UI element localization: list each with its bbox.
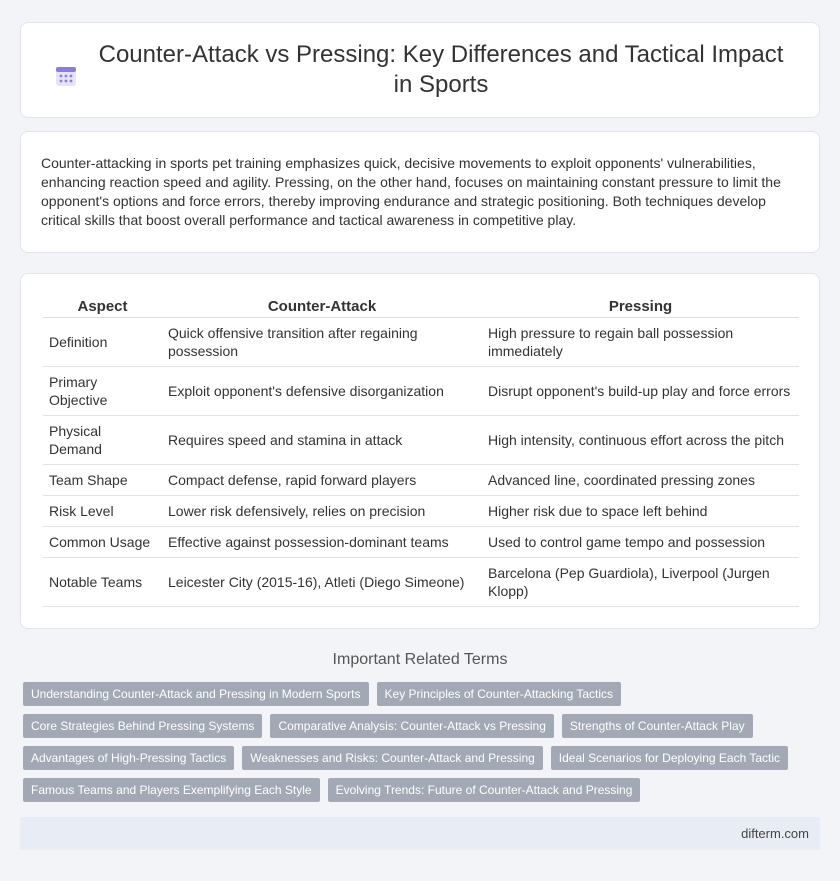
counter-attack-cell: Exploit opponent's defensive disorganization	[162, 367, 482, 416]
comparison-table-card	[20, 273, 820, 629]
related-term-link[interactable]: Weaknesses and Risks: Counter-Attack and Pressing	[242, 746, 543, 770]
related-term-link[interactable]: Comparative Analysis: Counter-Attack vs Pressing	[270, 714, 553, 738]
tag-row	[23, 714, 823, 738]
table-header-row	[43, 294, 799, 318]
aspect-cell: Team Shape	[43, 465, 162, 496]
aspect-cell: Primary Objective	[43, 367, 162, 416]
tag-row	[23, 746, 823, 770]
related-term-link[interactable]: Ideal Scenarios for Deploying Each Tactic	[551, 746, 788, 770]
counter-attack-cell: Leicester City (2015-16), Atleti (Diego Simeone)	[162, 558, 482, 607]
counter-attack-cell: Requires speed and stamina in attack	[162, 416, 482, 465]
related-term-link[interactable]: Understanding Counter-Attack and Pressing in Modern Sports	[23, 682, 369, 706]
footer-site-link[interactable]: difterm.com	[741, 826, 809, 841]
title-wrap	[54, 40, 786, 100]
pressing-cell: Barcelona (Pep Guardiola), Liverpool (Jurgen Klopp)	[482, 558, 799, 607]
intro-text: Counter-attacking in sports pet training emphasizes quick, decisive movements to exploit opponents' vulnerabilities, enhancing reaction speed and agility. Pressing, on the other hand, focuses on maintaining constant pressure to limit the opponent's options and force errors, thereby improving endurance and strategic positioning. Both techniques develop critical skills that boost overall performance and tactical awareness in competitive play.	[41, 155, 781, 228]
tag-row	[23, 778, 823, 802]
title-card	[20, 22, 820, 118]
pressing-cell: Used to control game tempo and possession	[482, 527, 799, 558]
table-row	[43, 558, 799, 607]
counter-attack-cell: Lower risk defensively, relies on precision	[162, 496, 482, 527]
comparison-table	[43, 294, 799, 607]
tag-row	[23, 682, 823, 706]
related-term-link[interactable]: Core Strategies Behind Pressing Systems	[23, 714, 262, 738]
related-term-link[interactable]: Strengths of Counter-Attack Play	[562, 714, 753, 738]
calendar-grid-icon	[54, 64, 78, 88]
aspect-cell: Common Usage	[43, 527, 162, 558]
aspect-cell: Risk Level	[43, 496, 162, 527]
column-header-counter-attack: Counter-Attack	[162, 294, 482, 318]
table-row	[43, 416, 799, 465]
related-term-link[interactable]: Key Principles of Counter-Attacking Tactics	[377, 682, 622, 706]
page-title: Counter-Attack vs Pressing: Key Differences and Tactical Impact in Sports	[98, 41, 784, 98]
pressing-cell: Higher risk due to space left behind	[482, 496, 799, 527]
footer	[20, 817, 820, 850]
aspect-cell: Notable Teams	[43, 558, 162, 607]
table-row	[43, 496, 799, 527]
column-header-aspect: Aspect	[43, 294, 162, 318]
counter-attack-cell: Effective against possession-dominant teams	[162, 527, 482, 558]
intro-card	[20, 131, 820, 253]
table-row	[43, 527, 799, 558]
pressing-cell: Advanced line, coordinated pressing zones	[482, 465, 799, 496]
pressing-cell: Disrupt opponent's build-up play and force errors	[482, 367, 799, 416]
table-row	[43, 367, 799, 416]
aspect-cell: Definition	[43, 318, 162, 367]
counter-attack-cell: Compact defense, rapid forward players	[162, 465, 482, 496]
related-term-link[interactable]: Advantages of High-Pressing Tactics	[23, 746, 234, 770]
related-term-link[interactable]: Evolving Trends: Future of Counter-Attack and Pressing	[328, 778, 641, 802]
table-row	[43, 465, 799, 496]
pressing-cell: High intensity, continuous effort across the pitch	[482, 416, 799, 465]
table-row	[43, 318, 799, 367]
related-term-link[interactable]: Famous Teams and Players Exemplifying Each Style	[23, 778, 320, 802]
counter-attack-cell: Quick offensive transition after regaining possession	[162, 318, 482, 367]
pressing-cell: High pressure to regain ball possession immediately	[482, 318, 799, 367]
column-header-pressing: Pressing	[482, 294, 799, 318]
aspect-cell: Physical Demand	[43, 416, 162, 465]
related-terms-list	[23, 682, 823, 810]
related-terms-heading: Important Related Terms	[332, 651, 508, 668]
